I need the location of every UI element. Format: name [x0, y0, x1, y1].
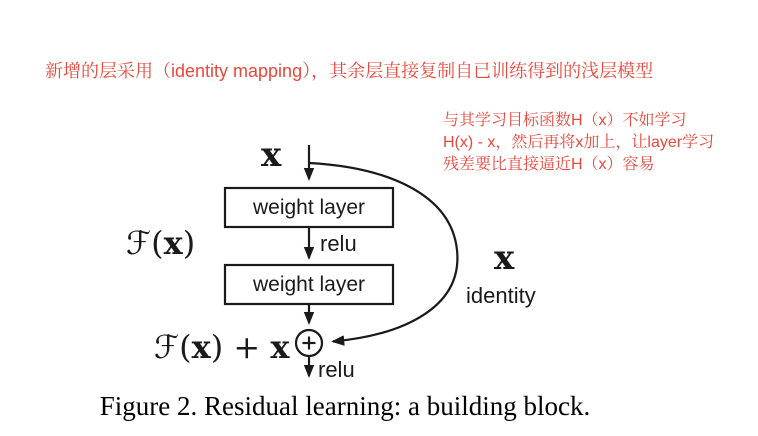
close-paren: ) — [182, 224, 196, 262]
input-x-label: x — [261, 135, 282, 175]
bold-x: x — [191, 328, 211, 366]
script-f: ℱ( — [154, 328, 192, 366]
script-f: ℱ( — [126, 224, 164, 262]
weight-layer-1-label: weight layer — [252, 196, 366, 219]
bold-x: x — [163, 224, 183, 262]
side-annotation-line-1: 与其学习目标函数H（x）不如学习 — [443, 112, 687, 129]
side-annotation-line-2: H(x) - x，然后再将x加上，让layer学习 — [443, 134, 715, 151]
residual-function-label — [126, 226, 195, 260]
bold-x-2: x — [270, 328, 290, 366]
plus-x-text: ) + — [210, 328, 271, 366]
weight-layer-2-label: weight layer — [252, 273, 366, 296]
top-annotation: 新增的层采用（identity mapping），其余层直接复制自已训练得到的浅层模型 — [45, 61, 654, 81]
identity-label: identity — [466, 283, 536, 308]
shortcut-x-label: x — [494, 238, 515, 278]
sum-output-label — [154, 330, 289, 364]
side-annotation-line-3: 残差要比直接逼近H（x）容易 — [443, 156, 655, 173]
figure-caption: Figure 2. Residual learning: a building block. — [99, 391, 591, 421]
relu-1-label: relu — [320, 231, 357, 256]
relu-2-label: relu — [318, 357, 355, 382]
